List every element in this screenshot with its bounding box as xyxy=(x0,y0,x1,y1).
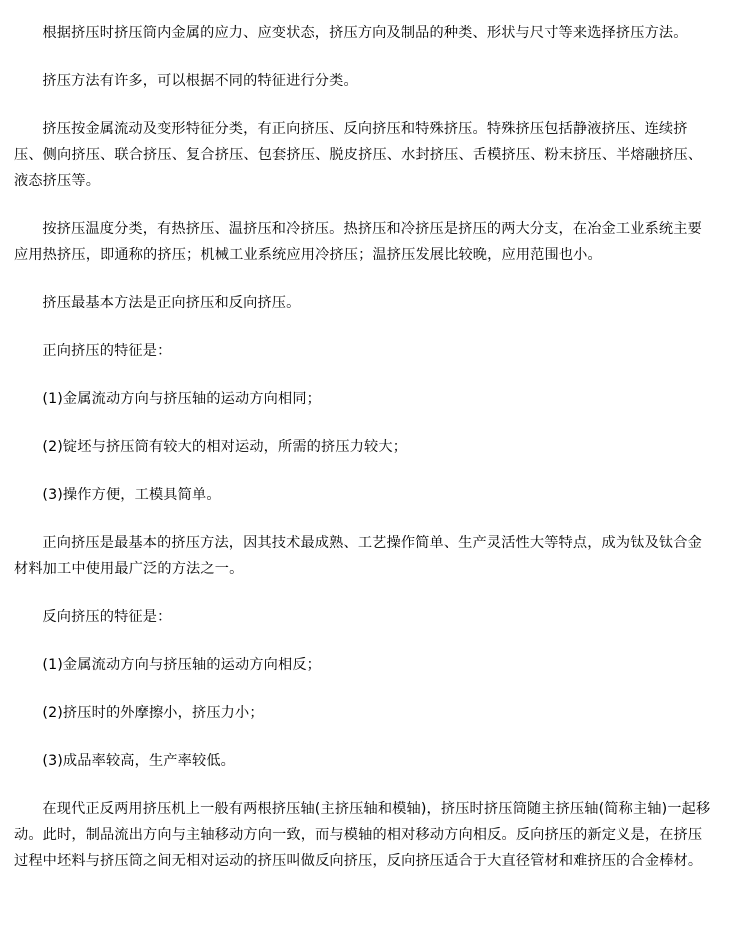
paragraph-backward-heading: 反向挤压的特征是： xyxy=(42,609,172,625)
list-item-backward-1: (1)金属流动方向与挤压轴的运动方向相反； xyxy=(42,657,322,673)
list-item-forward-3: (3)操作方便，工模具简单。 xyxy=(42,487,221,503)
paragraph-forward-heading: 正向挤压的特征是： xyxy=(42,343,172,359)
paragraph-forward-summary: 正向挤压是最基本的挤压方法，因其技术最成熟、工艺操作简单、生产灵活性大等特点，成为钛及钛合金材料加工中使用最广泛的方法之一。 xyxy=(14,535,702,577)
list-item-backward-3: (3)成品率较高，生产率较低。 xyxy=(42,753,235,769)
paragraph-extrusion-method-selection: 根据挤压时挤压筒内金属的应力、应变状态，挤压方向及制品的种类、形状与尺寸等来选择挤压方法。 xyxy=(42,25,688,41)
paragraph-classification-intro: 挤压方法有许多，可以根据不同的特征进行分类。 xyxy=(42,73,358,89)
list-item-forward-2: (2)锭坯与挤压筒有较大的相对运动，所需的挤压力较大； xyxy=(42,439,408,455)
list-item-backward-2: (2)挤压时的外摩擦小，挤压力小； xyxy=(42,705,264,721)
paragraph-temperature-classification: 按挤压温度分类，有热挤压、温挤压和冷挤压。热挤压和冷挤压是挤压的两大分支，在冶金工业系统主要应用热挤压，即通称的挤压；机械工业系统应用冷挤压；温挤压发展比较晚，应用范围也小。 xyxy=(14,221,702,263)
paragraph-basic-methods: 挤压最基本方法是正向挤压和反向挤压。 xyxy=(42,295,301,311)
paragraph-flow-classification: 挤压按金属流动及变形特征分类，有正向挤压、反向挤压和特殊挤压。特殊挤压包括静液挤压、连续挤压、侧向挤压、联合挤压、复合挤压、包套挤压、脱皮挤压、水封挤压、舌模挤压、粉末挤压、半熔融挤压、液态挤压等。 xyxy=(14,121,703,189)
paragraph-backward-definition: 在现代正反两用挤压机上一般有两根挤压轴(主挤压轴和模轴)，挤压时挤压筒随主挤压轴(简称主轴)一起移动。此时，制品流出方向与主轴移动方向一致，而与模轴的相对移动方向相反。反向挤压的新定义是，在挤压过程中坯料与挤压筒之间无相对运动的挤压叫做反向挤压，反向挤压适合于大直径管材和难挤压的合金棒材。 xyxy=(14,801,711,869)
document-body xyxy=(14,20,716,896)
list-item-forward-1: (1)金属流动方向与挤压轴的运动方向相同； xyxy=(42,391,322,407)
